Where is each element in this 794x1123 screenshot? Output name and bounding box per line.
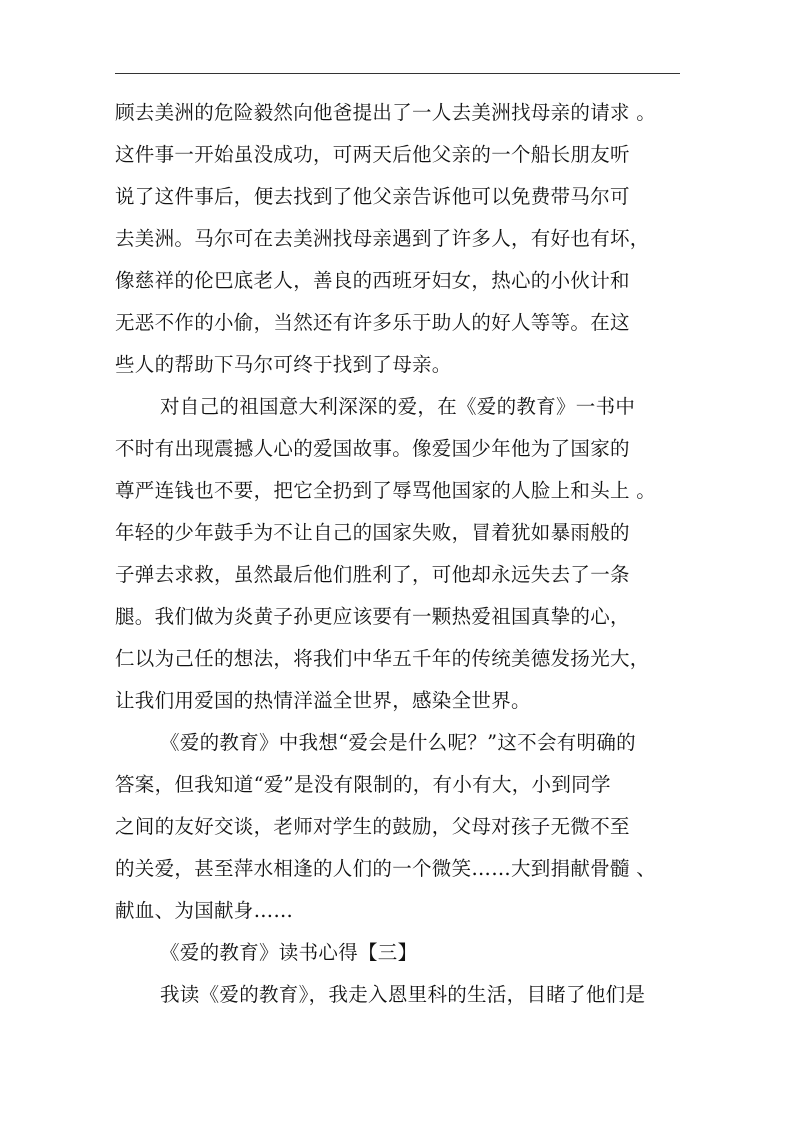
paragraph-first-line: 我读《爱的教育》，我走入恩里科的生活，目睹了他们是 (160, 983, 646, 1006)
text-line: 仁以为己任的想法，将我们中华五千年的传统美德发扬光大， (115, 647, 650, 670)
section-heading: 《爱的教育》读书心得【三】 (160, 941, 418, 964)
paragraph-first-line: 对自己的祖国意大利深深的爱，在《爱的教育》一书中 (160, 395, 636, 418)
text-line: 子弹去求救，虽然最后他们胜利了，可他却永远失去了一条 (115, 563, 630, 586)
text-line: 说了这件事后，便去找到了他父亲告诉他可以免费带马尔可 (115, 185, 630, 208)
text-line: 让我们用爱国的热情洋溢全世界，感染全世界。 (115, 689, 531, 712)
text-line: 去美洲。马尔可在去美洲找母亲遇到了许多人，有好也有坏， (115, 227, 650, 250)
text-line: 这件事一开始虽没成功，可两天后他父亲的一个船长朋友听 (115, 143, 630, 166)
text-line: 无恶不作的小偷，当然还有许多乐于助人的好人等等。在这 (115, 311, 630, 334)
text-line: 年轻的少年鼓手为不让自己的国家失败，冒着犹如暴雨般的 (115, 521, 630, 544)
text-line: 献血、为国献身…… (115, 899, 294, 922)
text-line: 的关爱，甚至萍水相逢的人们的一个微笑……大到捐献骨髓 、 (115, 857, 657, 880)
text-line: 不时有出现震撼人心的爱国故事。像爱国少年他为了国家的 (115, 437, 630, 460)
text-line: 腿。我们做为炎黄子孙更应该要有一颗热爱祖国真挚的心， (115, 605, 630, 628)
text-line: 像慈祥的伦巴底老人，善良的西班牙妇女，热心的小伙计和 (115, 269, 630, 292)
text-line: 答案，但我知道“爱”是没有限制的，有小有大，小到同学 (115, 773, 611, 796)
text-line: 之间的友好交谈，老师对学生的鼓励，父母对孩子无微不至 (115, 815, 630, 838)
text-line: 顾去美洲的危险毅然向他爸提出了一人去美洲找母亲的请求 。 (115, 101, 657, 124)
paragraph-first-line: 《爱的教育》中我想“爱会是什么呢？”这不会有明确的 (160, 731, 636, 754)
header-rule (115, 73, 680, 74)
text-line: 些人的帮助下马尔可终于找到了母亲。 (115, 353, 452, 376)
text-line: 尊严连钱也不要，把它全扔到了辱骂他国家的人脸上和头上 。 (115, 479, 657, 502)
body-text (115, 92, 695, 1016)
